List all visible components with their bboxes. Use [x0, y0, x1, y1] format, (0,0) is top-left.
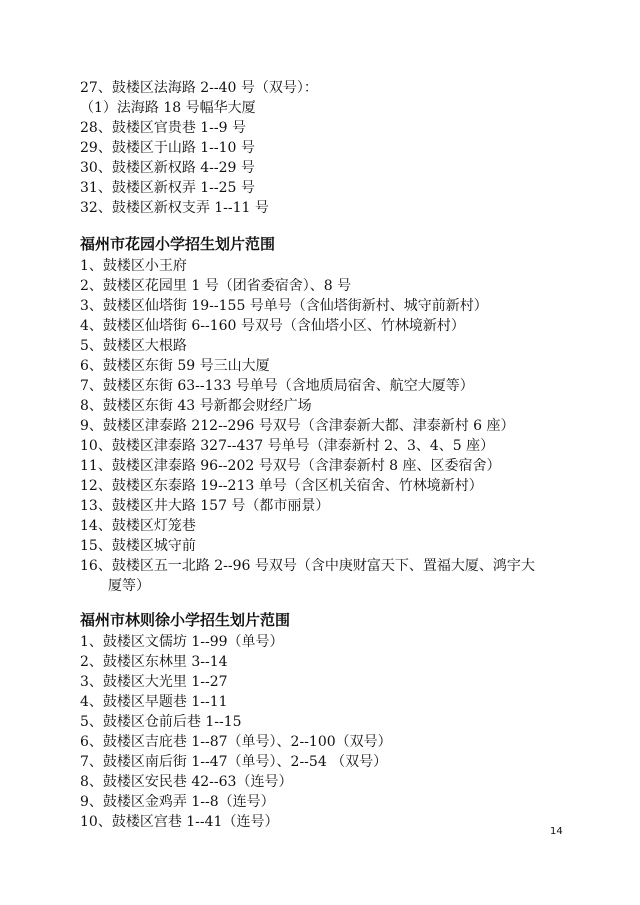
list-item: 2、鼓楼区花园里 1 号（团省委宿舍）、8 号	[80, 278, 352, 294]
list-item: 29、鼓楼区于山路 1--10 号	[80, 140, 255, 156]
list-item: 15、鼓楼区城守前	[80, 538, 196, 554]
list-item: （1）法海路 18 号幅华大厦	[80, 100, 256, 116]
list-item: 1、鼓楼区文儒坊 1--99（单号）	[80, 634, 284, 650]
list-item: 28、鼓楼区官贵巷 1--9 号	[80, 120, 246, 136]
section-title-linzexu: 福州市林则徐小学招生划片范围	[80, 611, 291, 629]
list-item: 4、鼓楼区早题巷 1--11	[80, 694, 228, 710]
list-item: 31、鼓楼区新权弄 1--25 号	[80, 180, 255, 196]
list-item: 2、鼓楼区东林里 3--14	[80, 654, 228, 670]
list-item: 14、鼓楼区灯笼巷	[80, 518, 196, 534]
list-item: 9、鼓楼区津泰路 212--296 号双号（含津泰新大都、津泰新村 6 座）	[80, 418, 515, 434]
list-item: 16、鼓楼区五一北路 2--96 号双号（含中庚财富天下、置福大厦、鸿宇大	[80, 558, 535, 574]
list-item: 10、鼓楼区津泰路 327--437 号单号（津泰新村 2、3、4、5 座）	[80, 438, 495, 454]
list-item: 4、鼓楼区仙塔街 6--160 号双号（含仙塔小区、竹林境新村）	[80, 318, 465, 334]
list-item: 6、鼓楼区东街 59 号三山大厦	[80, 358, 270, 374]
list-item: 13、鼓楼区井大路 157 号（都市丽景）	[80, 498, 330, 514]
list-item: 8、鼓楼区安民巷 42--63（连号）	[80, 774, 293, 790]
list-item: 1、鼓楼区小王府	[80, 258, 187, 274]
list-item: 5、鼓楼区仓前后巷 1--15	[80, 714, 242, 730]
list-item: 30、鼓楼区新权路 4--29 号	[80, 160, 255, 176]
list-item: 6、鼓楼区吉庇巷 1--87（单号）、2--100（双号）	[80, 734, 392, 750]
list-item: 7、鼓楼区东街 63--133 号单号（含地质局宿舍、航空大厦等）	[80, 378, 474, 394]
list-item: 3、鼓楼区大光里 1--27	[80, 674, 228, 690]
section-title-huayuan: 福州市花园小学招生划片范围	[80, 235, 276, 253]
page-number: 14	[550, 826, 563, 837]
list-item: 11、鼓楼区津泰路 96--202 号双号（含津泰新村 8 座、区委宿舍）	[80, 458, 501, 474]
list-item: 10、鼓楼区宫巷 1--41（连号）	[80, 814, 279, 830]
list-item: 8、鼓楼区东街 43 号新都会财经广场	[80, 398, 312, 414]
list-item: 5、鼓楼区大根路	[80, 338, 187, 354]
list-item-continuation: 厦等）	[108, 578, 150, 594]
list-item: 32、鼓楼区新权支弄 1--11 号	[80, 200, 269, 216]
list-item: 12、鼓楼区东泰路 19--213 单号（含区机关宿舍、竹林境新村）	[80, 478, 483, 494]
list-item: 3、鼓楼区仙塔街 19--155 号单号（含仙塔街新村、城守前新村）	[80, 298, 488, 314]
list-item: 7、鼓楼区南后街 1--47（单号）、2--54 （双号）	[80, 754, 388, 770]
list-item: 27、鼓楼区法海路 2--40 号（双号）：	[80, 80, 318, 96]
list-item: 9、鼓楼区金鸡弄 1--8（连号）	[80, 794, 275, 810]
